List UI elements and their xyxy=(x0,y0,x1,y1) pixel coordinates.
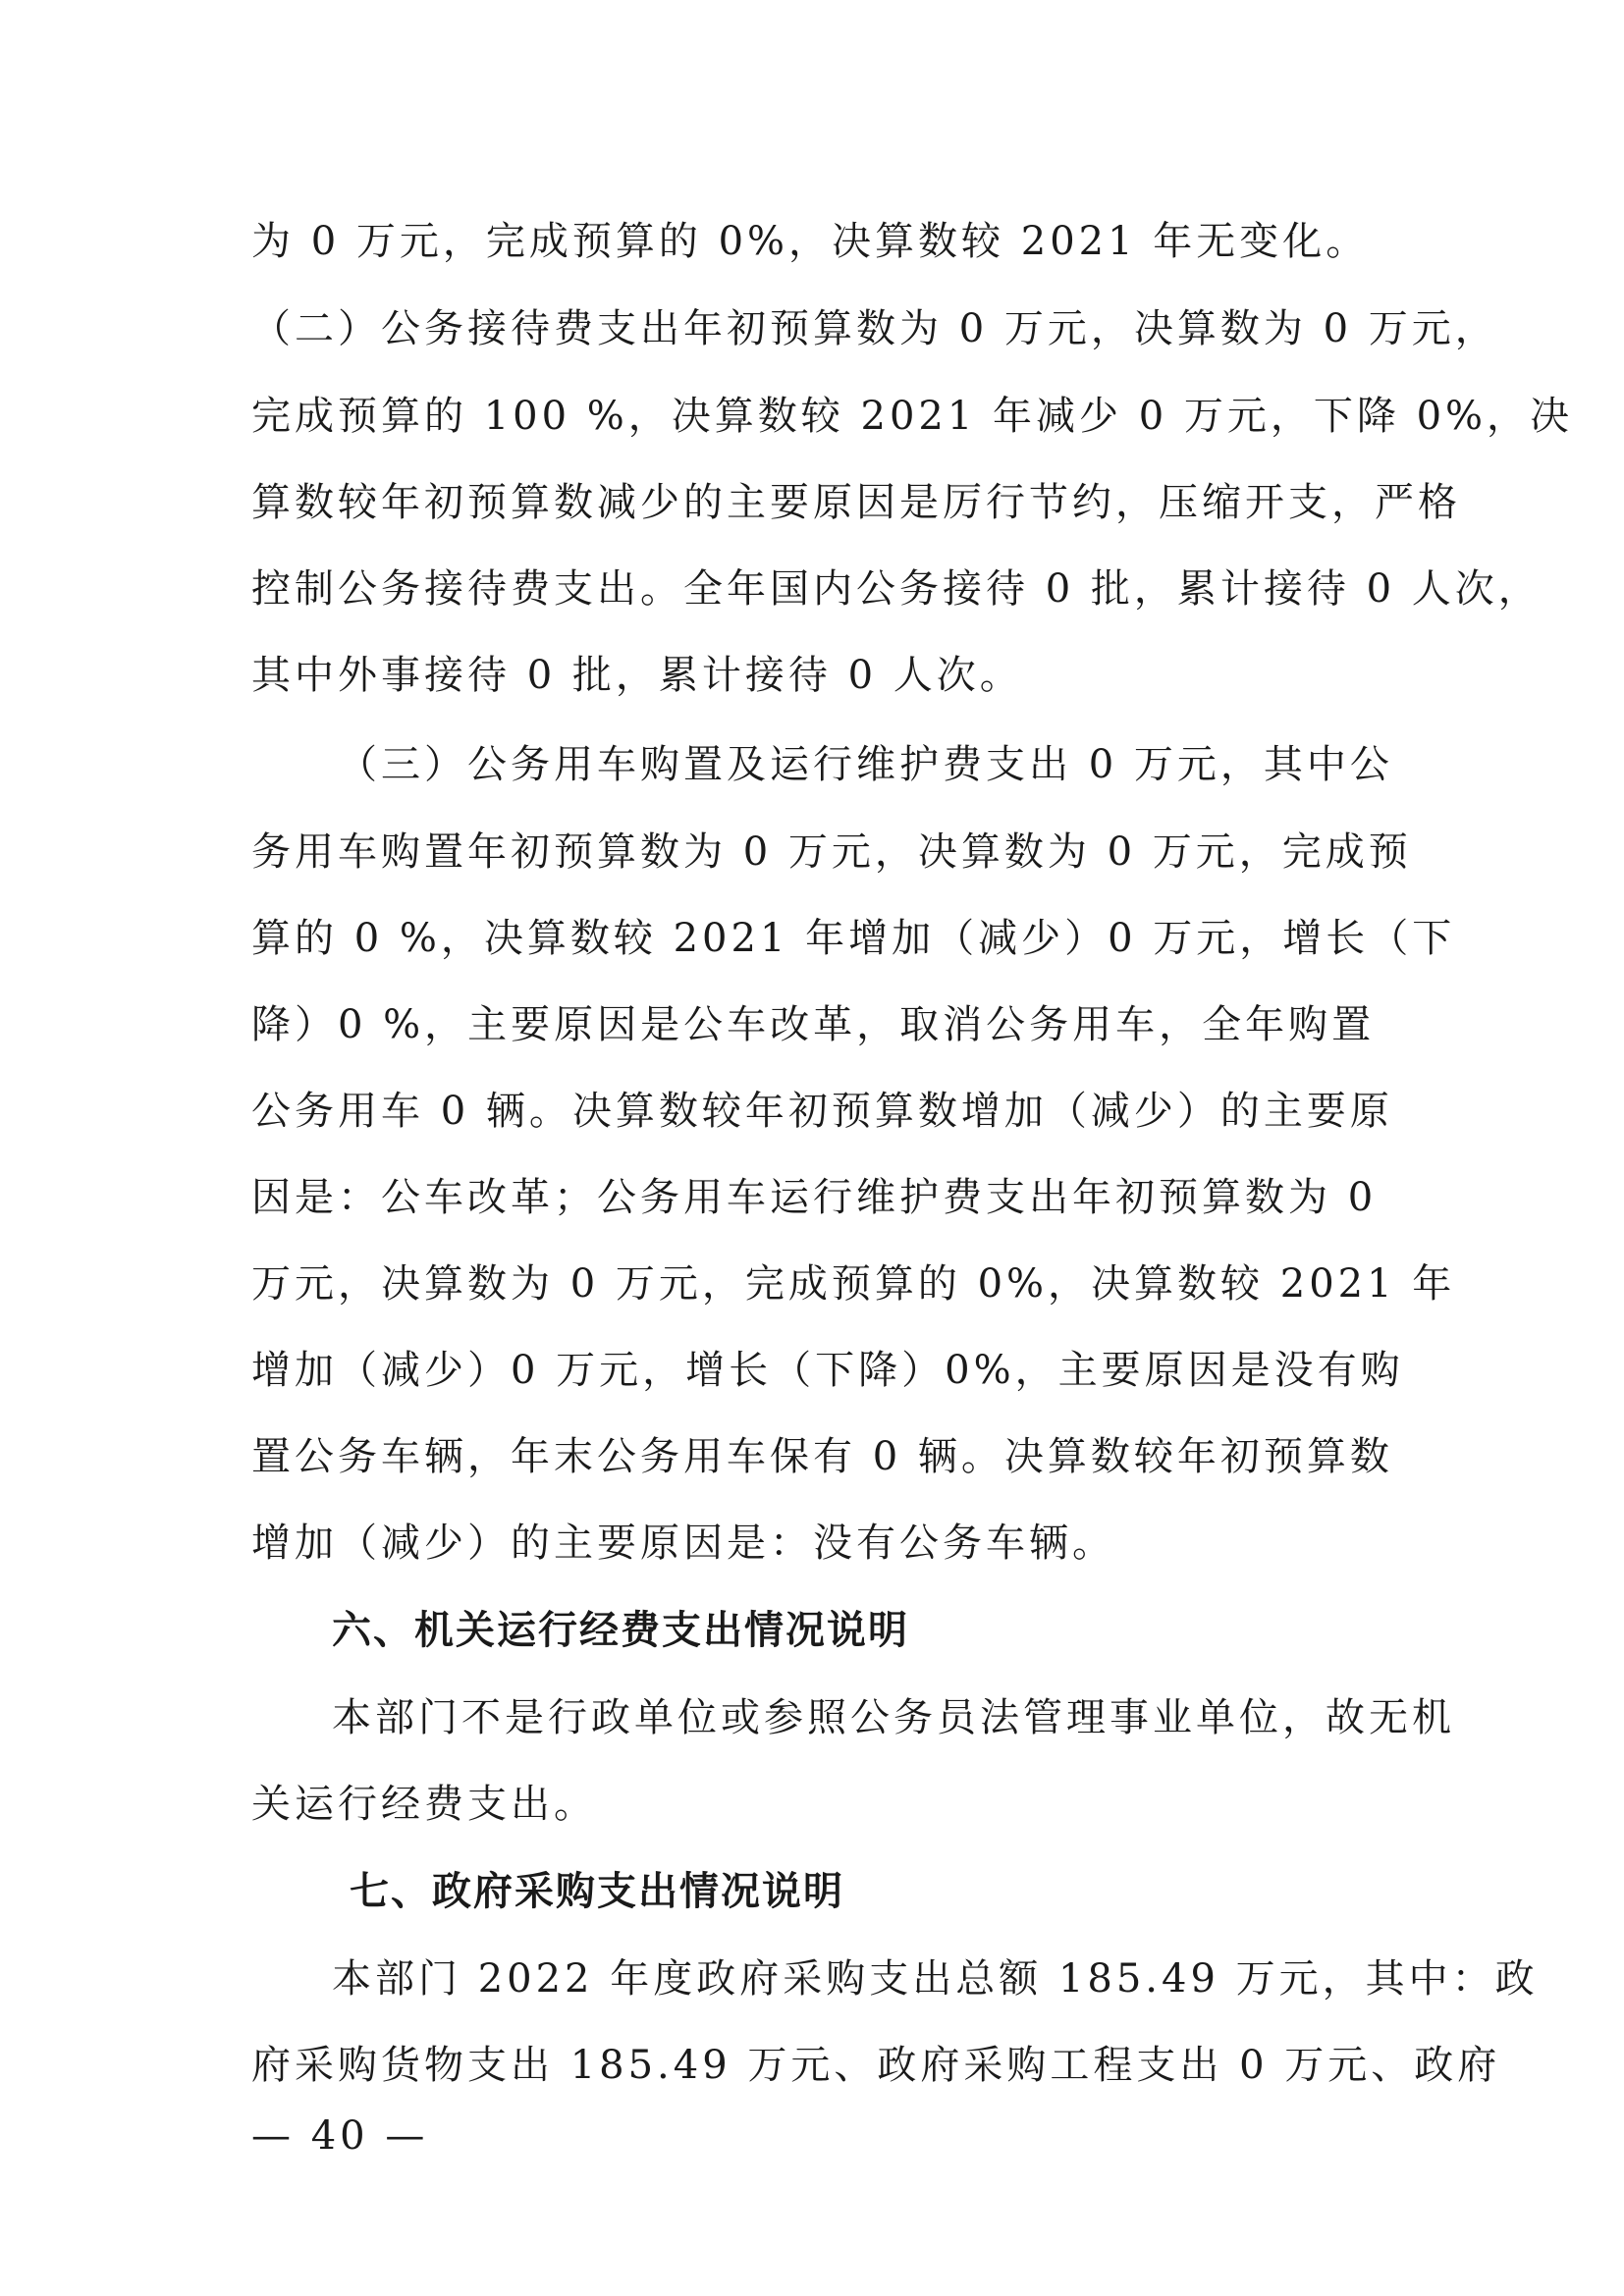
section-heading: 七、政府采购支出情况说明 xyxy=(350,1869,844,1914)
paragraph-line: 控制公务接待费支出。全年国内公务接待 0 批，累计接待 0 人次， xyxy=(251,566,1542,612)
paragraph-line: 公务用车 0 辆。决算数较年初预算数增加（减少）的主要原 xyxy=(251,1089,1393,1134)
paragraph-line: 算数较年初预算数减少的主要原因是厉行节约，压缩开支，严格 xyxy=(251,480,1461,525)
paragraph-line: 为 0 万元，完成预算的 0%，决算数较 2021 年无变化。 xyxy=(251,219,1370,264)
paragraph-line: 其中外事接待 0 批，累计接待 0 人次。 xyxy=(251,653,1023,698)
paragraph-line: 务用车购置年初预算数为 0 万元，决算数为 0 万元，完成预 xyxy=(251,829,1412,875)
paragraph-line: 府采购货物支出 185.49 万元、政府采购工程支出 0 万元、政府 xyxy=(251,2043,1501,2088)
paragraph-line: 降）0 %，主要原因是公车改革，取消公务用车，全年购置 xyxy=(251,1002,1376,1047)
paragraph-line: （二）公务接待费支出年初预算数为 0 万元，决算数为 0 万元， xyxy=(251,306,1498,351)
paragraph-line: 置公务车辆，年末公务用车保有 0 辆。决算数较年初预算数 xyxy=(251,1434,1393,1479)
paragraph-line: （三）公务用车购置及运行维护费支出 0 万元，其中公 xyxy=(338,742,1393,787)
page-number: — 40 — xyxy=(251,2113,429,2159)
paragraph-line: 增加（减少）的主要原因是：没有公务车辆。 xyxy=(251,1521,1115,1566)
paragraph-line: 本部门不是行政单位或参照公务员法管理事业单位，故无机 xyxy=(332,1695,1455,1740)
paragraph-line: 算的 0 %，决算数较 2021 年增加（减少）0 万元，增长（下 xyxy=(251,916,1456,961)
paragraph-line: 万元，决算数为 0 万元，完成预算的 0%，决算数较 2021 年 xyxy=(251,1261,1456,1307)
paragraph-line: 完成预算的 100 %，决算数较 2021 年减少 0 万元，下降 0%，决 xyxy=(251,394,1574,439)
paragraph-line: 增加（减少）0 万元，增长（下降）0%，主要原因是没有购 xyxy=(251,1348,1404,1393)
paragraph-line: 本部门 2022 年度政府采购支出总额 185.49 万元，其中：政 xyxy=(332,1956,1539,2002)
paragraph-line: 关运行经费支出。 xyxy=(251,1782,597,1827)
section-heading: 六、机关运行经费支出情况说明 xyxy=(332,1608,909,1653)
paragraph-line: 因是：公车改革；公务用车运行维护费支出年初预算数为 0 xyxy=(251,1175,1378,1220)
